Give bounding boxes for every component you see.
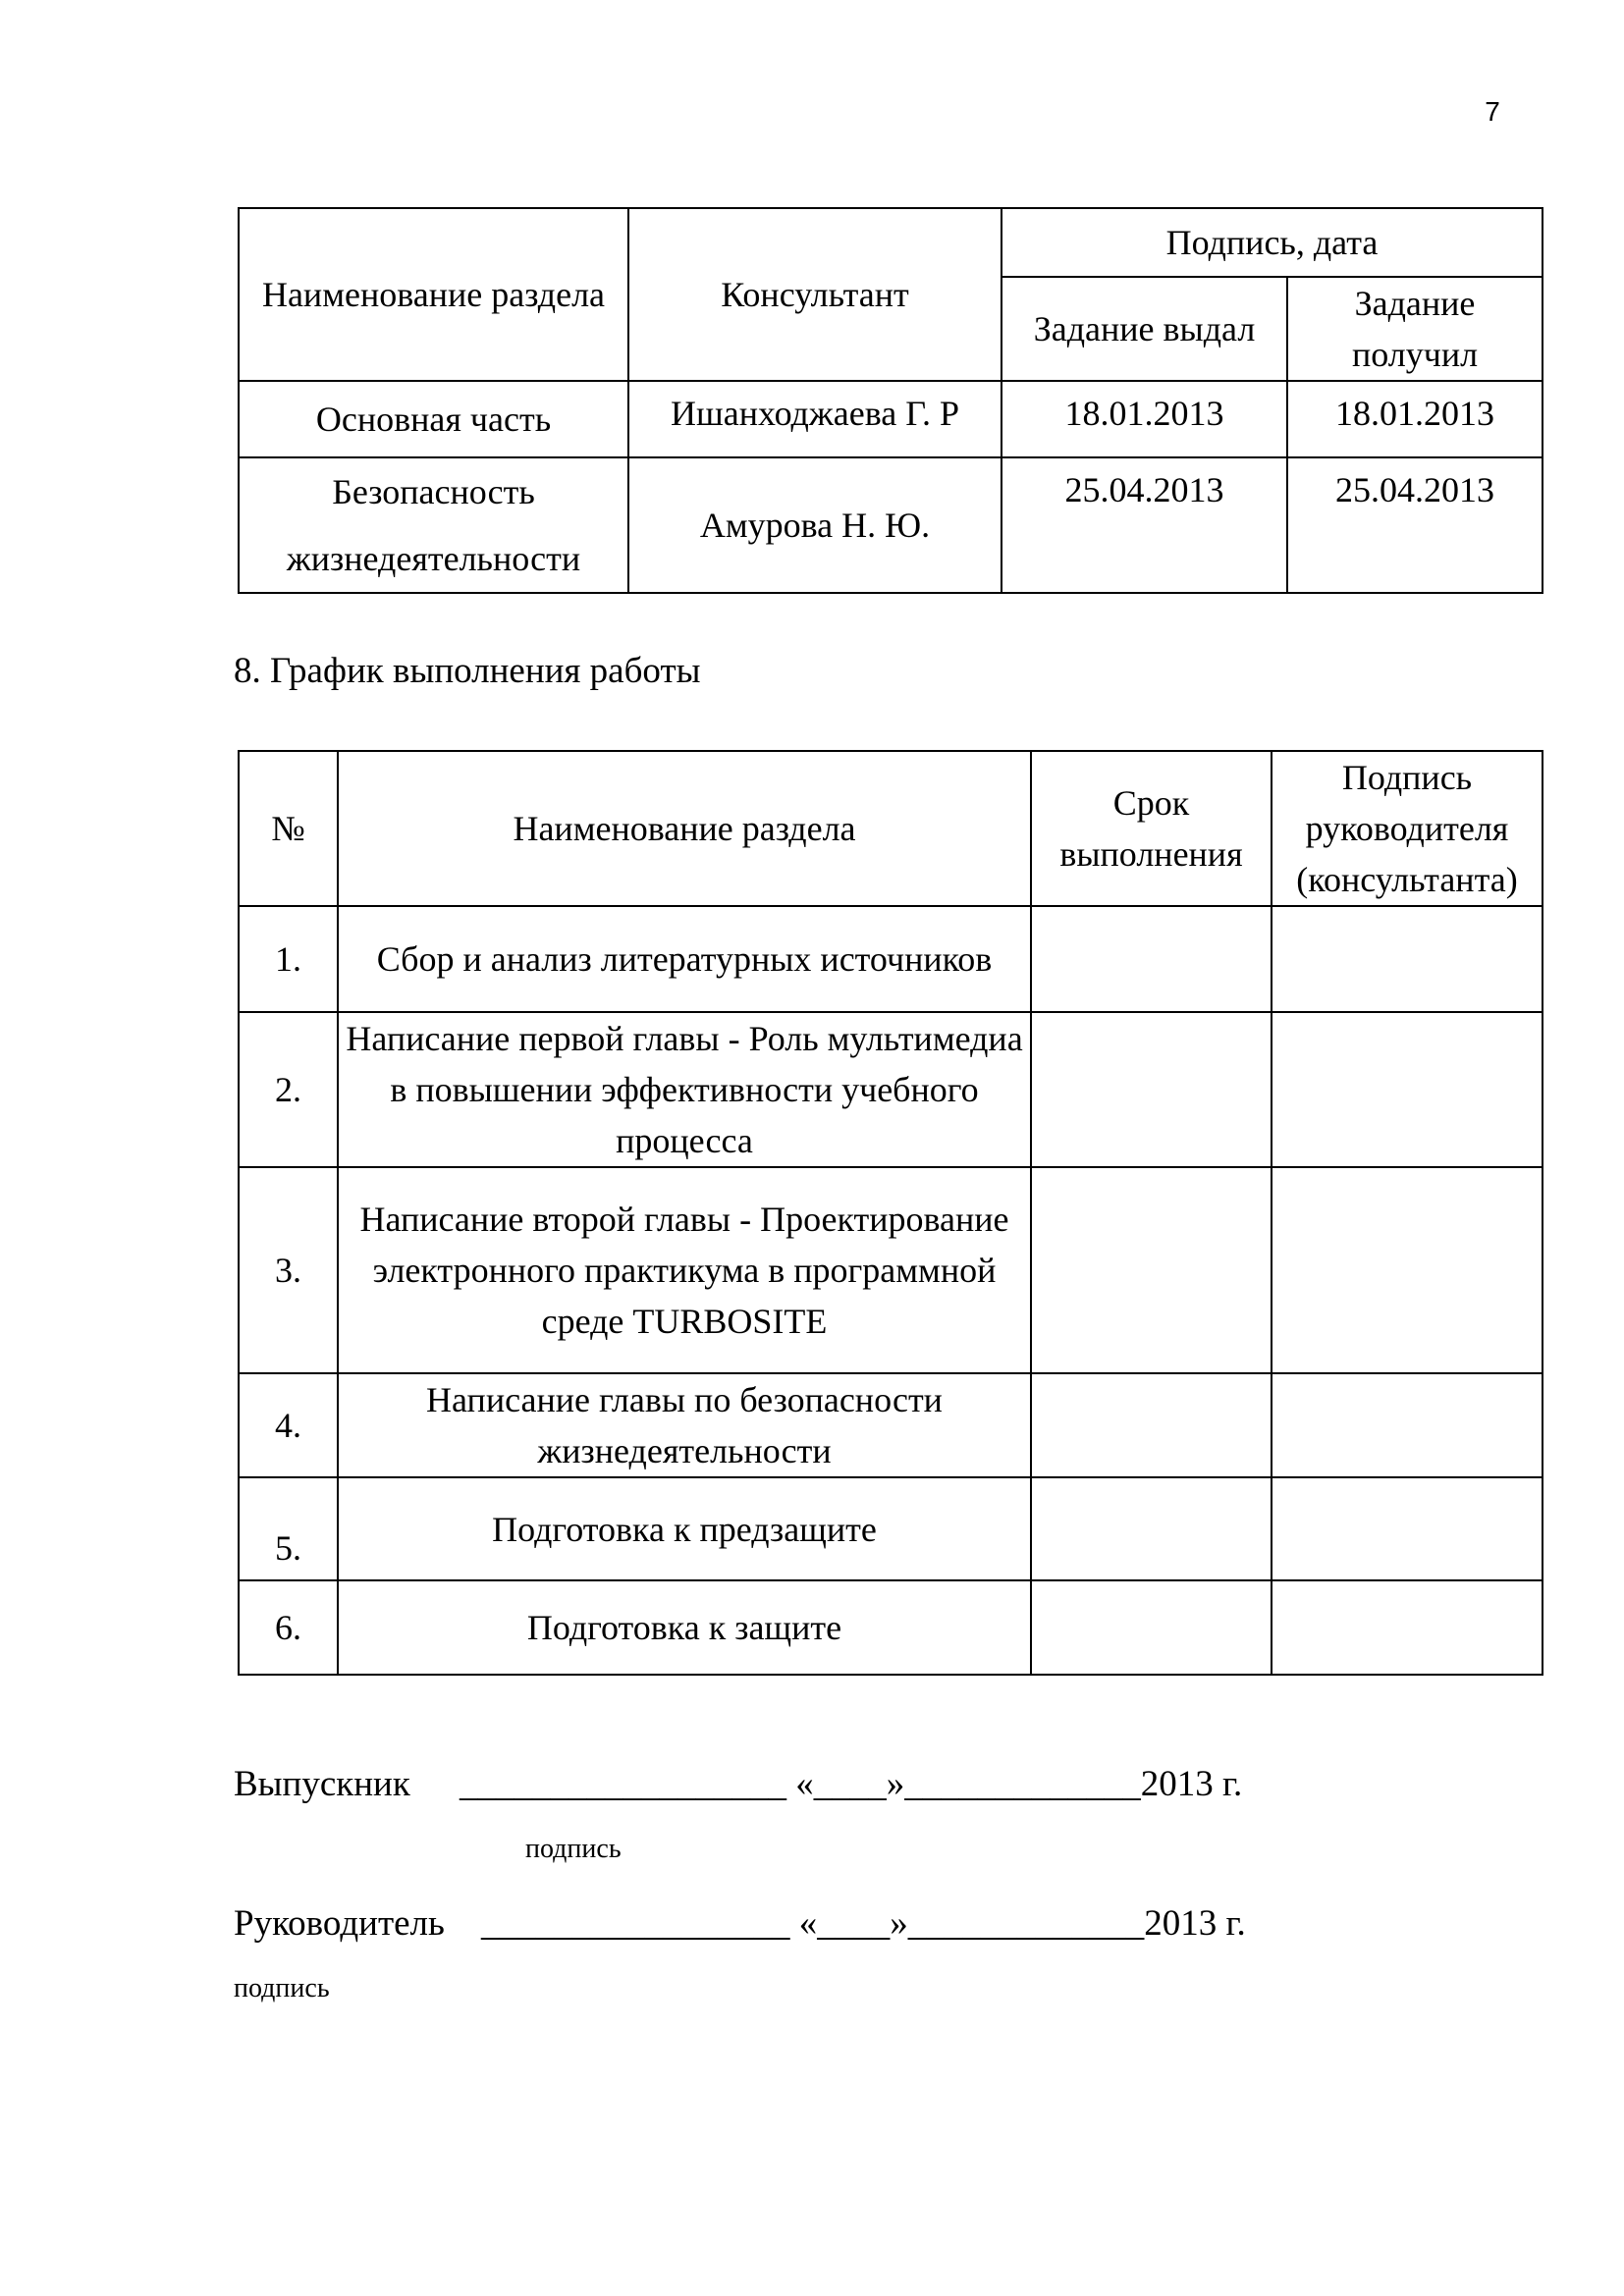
schedule-row-deadline (1031, 1477, 1272, 1580)
schedule-row-deadline (1031, 1373, 1272, 1477)
header-section-name: Наименование раздела (338, 751, 1031, 906)
schedule-row-signature (1272, 1012, 1543, 1167)
schedule-row-name: Сбор и анализ литературных источников (338, 906, 1031, 1012)
schedule-row-signature (1272, 1580, 1543, 1675)
schedule-row-deadline (1031, 1167, 1272, 1373)
schedule-row-deadline (1031, 1012, 1272, 1167)
page-number: 7 (1485, 96, 1500, 127)
schedule-table (238, 750, 1543, 1676)
schedule-row-signature (1272, 1167, 1543, 1373)
consultant-row-received: 25.04.2013 (1287, 457, 1543, 593)
graduate-signature-caption: подпись (525, 1834, 622, 1864)
header-deadline: Срок выполнения (1031, 751, 1272, 906)
consultant-row-section: Основная часть (239, 381, 628, 457)
header-task-issued: Задание выдал (1001, 277, 1287, 381)
schedule-row-number: 6. (239, 1580, 338, 1675)
schedule-heading: 8. График выполнения работы (234, 651, 701, 691)
consultant-row-received: 18.01.2013 (1287, 381, 1543, 457)
consultant-row-name: Ишанходжаева Г. Р (628, 381, 1001, 457)
supervisor-signature-line: _________________ «____»_____________2013 г. (481, 1903, 1246, 1944)
consultants-table (238, 207, 1543, 594)
header-signature-date: Подпись, дата (1001, 208, 1543, 277)
graduate-label: Выпускник (234, 1764, 410, 1804)
schedule-row-number: 5. (239, 1477, 338, 1580)
graduate-signature-line: __________________ «____»_____________2013 г. (460, 1764, 1243, 1804)
schedule-row-name: Написание второй главы - Проектирование электронного практикума в программной среде TURBOSITE (338, 1167, 1031, 1373)
header-task-received: Задание получил (1287, 277, 1543, 381)
schedule-row-signature (1272, 1373, 1543, 1477)
header-consultant: Консультант (628, 208, 1001, 381)
consultant-row-section: Безопасность жизнедеятельности (239, 457, 628, 593)
schedule-row-number: 1. (239, 906, 338, 1012)
header-number: № (239, 751, 338, 906)
header-signature: Подпись руководителя (консультанта) (1272, 751, 1543, 906)
schedule-row-deadline (1031, 906, 1272, 1012)
supervisor-signature-caption: подпись (234, 1973, 330, 2003)
schedule-row-number: 3. (239, 1167, 338, 1373)
schedule-row-signature (1272, 906, 1543, 1012)
supervisor-label: Руководитель (234, 1903, 445, 1944)
schedule-row-name: Написание главы по безопасности жизнедеятельности (338, 1373, 1031, 1477)
consultant-row-name: Амурова Н. Ю. (628, 457, 1001, 593)
header-section-name: Наименование раздела (239, 208, 628, 381)
schedule-row-name: Написание первой главы - Роль мультимедиа в повышении эффективности учебного процесса (338, 1012, 1031, 1167)
consultant-row-issued: 25.04.2013 (1001, 457, 1287, 593)
schedule-row-number: 4. (239, 1373, 338, 1477)
schedule-row-deadline (1031, 1580, 1272, 1675)
schedule-row-name: Подготовка к защите (338, 1580, 1031, 1675)
schedule-row-signature (1272, 1477, 1543, 1580)
schedule-row-number: 2. (239, 1012, 338, 1167)
consultant-row-issued: 18.01.2013 (1001, 381, 1287, 457)
schedule-row-name: Подготовка к предзащите (338, 1477, 1031, 1580)
